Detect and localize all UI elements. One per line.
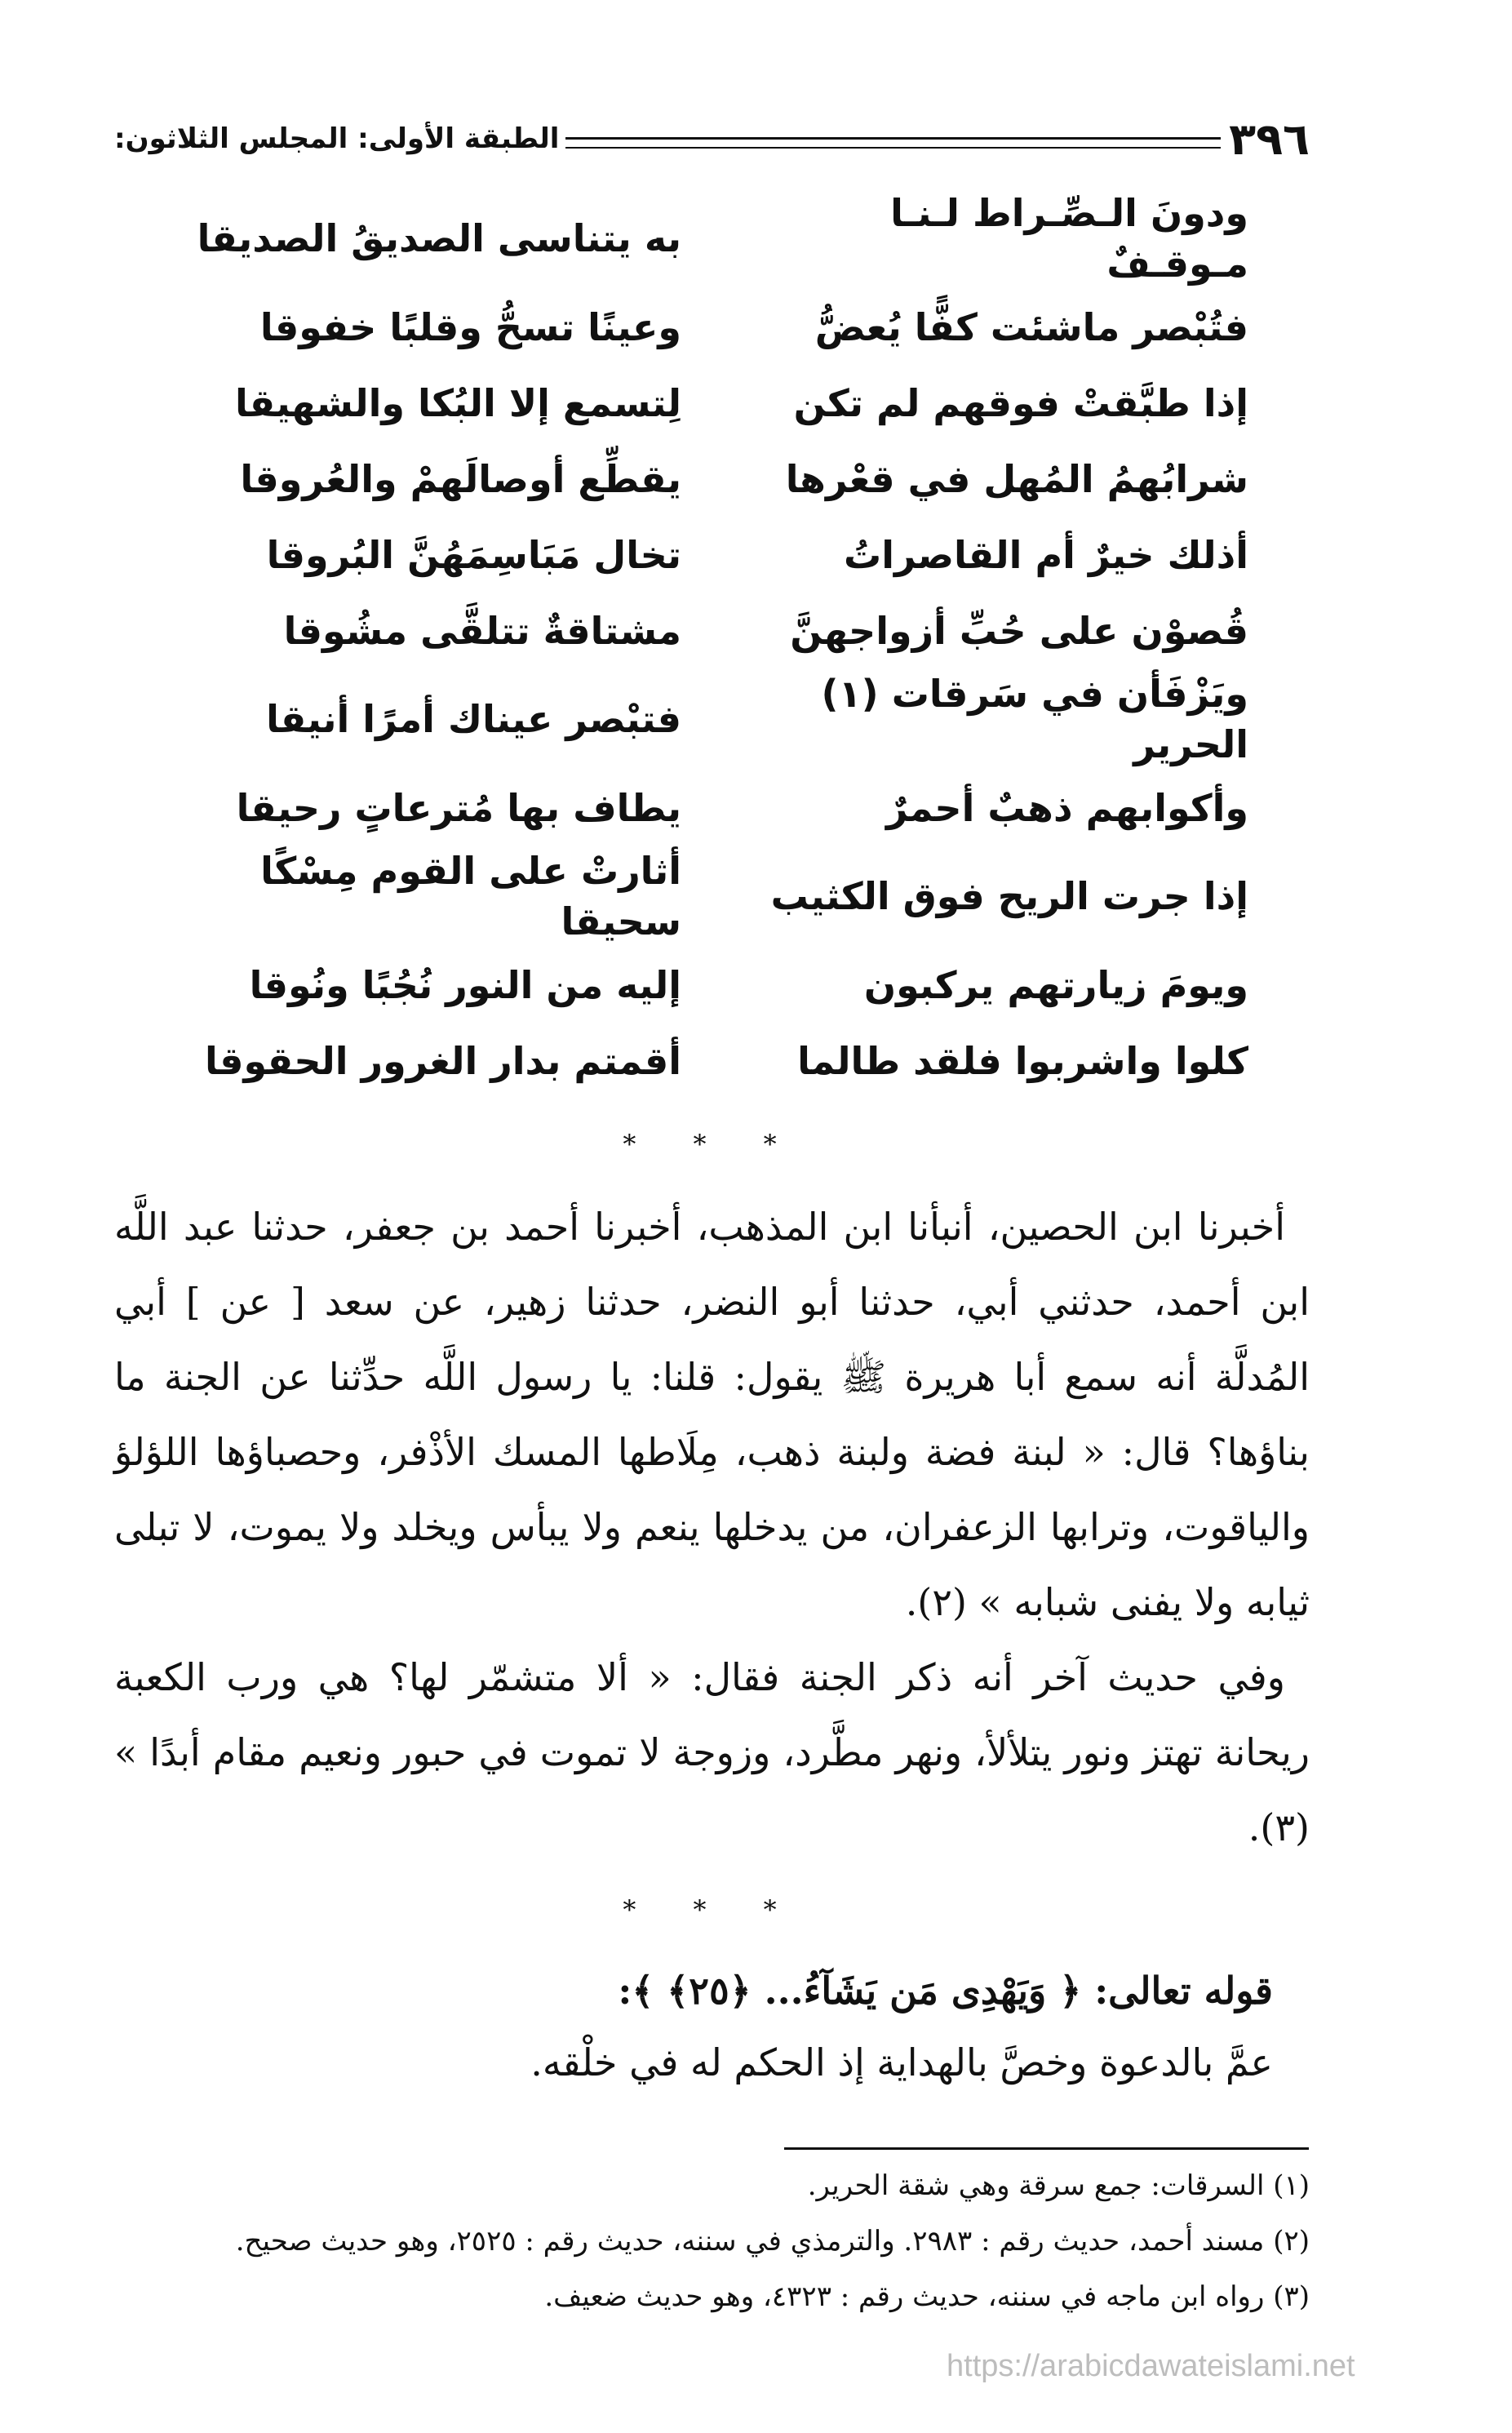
watermark: https://arabicdawateislami.net bbox=[947, 2348, 1355, 2383]
verse-line bbox=[180, 289, 1248, 365]
verse-line bbox=[180, 517, 1248, 593]
verse-line bbox=[180, 188, 1248, 289]
second-hemistich: يطاف بها مُترعاتٍ رحيقا bbox=[236, 785, 681, 830]
first-hemistich: فتُبْصر ماشئت كفًّا يُعضُّ bbox=[814, 304, 1248, 349]
footnote: (١) السرقات: جمع سرقة وهي شقة الحرير. bbox=[807, 2169, 1310, 2202]
verse-line bbox=[180, 948, 1248, 1023]
verse-line bbox=[180, 1023, 1248, 1099]
paragraph: أخبرنا ابن الحصين، أنبأنا ابن المذهب، أخبرنا أحمد بن جعفر، حدثنا عبد اللَّه ابن أحمد، حدثني أبي، حدثنا أبو النضر، حدثنا زهير، عن سعد [ عن ] أبي المُدلَّة أنه سمع أبا هريرة ﷺ يقول: قلنا: يا رسول اللَّه حدِّثنا عن الجنة ما بناؤها؟ قال: « لبنة فضة ولبنة ذهب، مِلَاطها المسك الأذْفر، وحصباؤها اللؤلؤ والياقوت، وترابها الزعفران، من يدخلها ينعم ولا يبأس ويخلد ولا يموت، لا تبلى ثيابه ولا يفنى شبابه » (٢). bbox=[114, 1204, 1310, 1624]
first-hemistich: ودونَ الـصِّـراط لـنـا مـوقـفٌ bbox=[890, 191, 1248, 286]
second-hemistich: لِتسمع إلا البُكا والشهيقا bbox=[235, 380, 681, 425]
poem bbox=[180, 188, 1248, 1099]
first-hemistich: ويومَ زيارتهم يركبون bbox=[863, 963, 1248, 1008]
footnote: (٢) مسند أحمد، حديث رقم : ٢٩٨٣. والترمذي في سننه، حديث رقم : ٢٥٢٥، وهو حديث صحيح. bbox=[235, 2224, 1310, 2258]
second-hemistich: أقمتم بدار الغرور الحقوقا bbox=[205, 1039, 681, 1084]
section-separator: * * * bbox=[623, 1894, 801, 1925]
footnotes bbox=[114, 2158, 1310, 2324]
quran-section bbox=[114, 1955, 1273, 2098]
footnote-rule bbox=[784, 2147, 1309, 2150]
first-hemistich: أذلك خيرٌ أم القاصراتُ bbox=[843, 532, 1248, 577]
verse-line bbox=[180, 593, 1248, 668]
first-hemistich: قُصوْن على حُبِّ أزواجهنَّ bbox=[790, 608, 1248, 653]
first-hemistich: ويَزْفَأن في سَرقات (١) الحرير bbox=[821, 672, 1248, 767]
page-number: ٣٩٦ bbox=[1229, 113, 1310, 165]
first-hemistich: شرابُهمُ المُهل في قعْرها bbox=[785, 456, 1248, 501]
running-title: الطبقة الأولى: المجلس الثلاثون: bbox=[114, 122, 560, 155]
verse-line bbox=[180, 770, 1248, 846]
second-hemistich: يقطِّع أوصالَهمْ والعُروقا bbox=[240, 456, 681, 501]
section-separator: * * * bbox=[623, 1128, 801, 1160]
first-hemistich: وأكوابهم ذهبٌ أحمرٌ bbox=[885, 785, 1248, 830]
second-hemistich: فتبْصر عيناك أمرًا أنيقا bbox=[266, 697, 681, 742]
second-hemistich: إليه من النور نُجُبًا ونُوقا bbox=[249, 963, 681, 1008]
second-hemistich: أثارتْ على القوم مِسْكًا سحيقا bbox=[260, 849, 681, 944]
header-rule bbox=[565, 137, 1221, 149]
verse-line bbox=[180, 846, 1248, 947]
verse-line bbox=[180, 668, 1248, 770]
quran-comment: عمَّ بالدعوة وخصَّ بالهداية إذ الحكم له في خلْقه. bbox=[530, 2040, 1273, 2084]
hadith-text bbox=[114, 1189, 1310, 1865]
second-hemistich: مشتاقةٌ تتلقَّى مشُوقا bbox=[283, 608, 681, 653]
paragraph: وفي حديث آخر أنه ذكر الجنة فقال: « ألا متشمّر لها؟ هي ورب الكعبة ريحانة تهتز ونور يتلألأ، ونهر مطَّرد، وزوجة لا تموت في حبور ونعيم مقام أبدًا » (٣). bbox=[114, 1654, 1310, 1849]
verse-line bbox=[180, 365, 1248, 441]
verse-line bbox=[180, 441, 1248, 517]
quran-heading: قوله تعالى: ﴿ وَيَهْدِى مَن يَشَآءُ... ﴿٢٥﴾ ﴾: bbox=[618, 1968, 1273, 2013]
first-hemistich: إذا جرت الريح فوق الكثيب bbox=[770, 874, 1248, 919]
running-header bbox=[114, 114, 1310, 163]
first-hemistich: كلوا واشربوا فلقد طالما bbox=[797, 1039, 1248, 1084]
footnote: (٣) رواه ابن ماجه في سننه، حديث رقم : ٤٣٢٣، وهو حديث ضعيف. bbox=[544, 2280, 1310, 2313]
second-hemistich: وعينًا تسحُّ وقلبًا خفوقا bbox=[259, 304, 681, 349]
second-hemistich: تخال مَبَاسِمَهُنَّ البُروقا bbox=[266, 532, 681, 577]
first-hemistich: إذا طبَّقتْ فوقهم لم تكن bbox=[793, 380, 1248, 425]
second-hemistich: به يتناسى الصديقُ الصديقا bbox=[197, 216, 681, 261]
